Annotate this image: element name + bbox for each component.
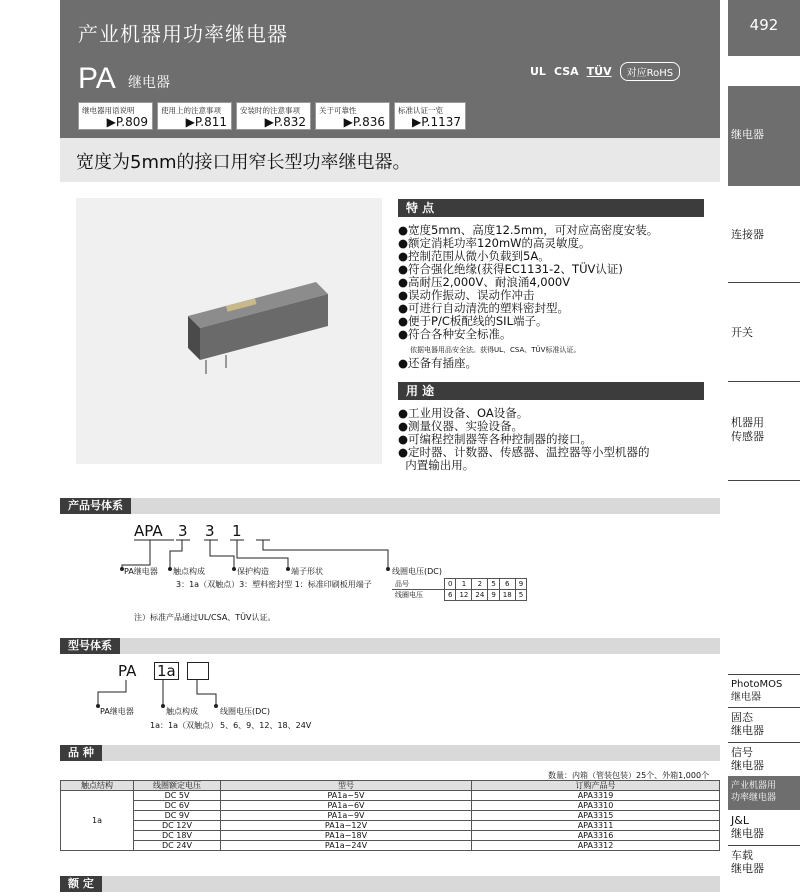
section-bar: [60, 638, 720, 654]
sidebar-divider: [728, 674, 800, 675]
sidebar-divider: [728, 707, 800, 708]
sidebar-item-switch[interactable]: 开关: [731, 326, 753, 339]
sidebar-item-relay[interactable]: 继电器: [731, 128, 764, 141]
table-row: 线圈电压 6 12 24 9 18 5: [392, 590, 527, 601]
subtitle: 宽度为5mm的接口用窄长型功率继电器。: [76, 152, 411, 173]
model-code-voltage-box: [187, 662, 209, 680]
table-row: DC 18V PA1a−18V APA3316: [61, 831, 720, 841]
usage-item: ●测量仪器、实验设备。: [398, 419, 524, 433]
product-photo: [76, 198, 382, 464]
model-contact-desc: 1a：1a（双触点）: [150, 721, 218, 730]
csa-cert-icon: CSA: [553, 64, 579, 78]
model-code-contact: 1a: [154, 662, 179, 680]
voltage-code-table: [392, 578, 527, 601]
model-system-heading: 型号体系: [60, 638, 120, 654]
rohs-badge: 对应RoHS: [620, 62, 680, 81]
page-number: 492: [749, 16, 779, 34]
ref-terms[interactable]: 继电器用语说明 ▶P.809: [78, 102, 153, 130]
feature-item: ●控制范围从微小负载到5A。: [398, 249, 550, 263]
feature-item: ●符合各种安全标准。: [398, 327, 512, 341]
sidebar-item-jl[interactable]: J&L 继电器: [731, 814, 764, 840]
sidebar-item-sensor[interactable]: 机器用 传感器: [731, 416, 764, 443]
feature-item: ●误动作振动、误动作冲击: [398, 288, 535, 302]
sidebar-divider: [728, 480, 800, 481]
feature-item: ●符合强化绝缘(获得EC1131-2、TÜV认证): [398, 262, 623, 276]
table-row: DC 24V PA1a−24V APA3312: [61, 841, 720, 851]
code-protection: 3: [205, 522, 215, 540]
sidebar-item-ssr[interactable]: 固态 继电器: [731, 711, 764, 737]
model-label-contact: 触点构成: [166, 707, 198, 716]
feature-item: ●宽度5mm、高度12.5mm，可对应高密度安装。: [398, 223, 659, 237]
section-bar: [60, 498, 720, 514]
table-row: DC 12V PA1a−12V APA3311: [61, 821, 720, 831]
sidebar-divider: [728, 742, 800, 743]
label-terminal: 端子形状: [291, 567, 323, 576]
label-coil-voltage: 线圈电压(DC): [392, 567, 442, 576]
label-contact: 触点构成: [173, 567, 205, 576]
table-row: 品号 0 1 2 5 6 9: [392, 579, 527, 590]
usage-item: ●定时器、计数器、传感器、温控器等小型机器的: [398, 445, 650, 459]
ref-standards[interactable]: 标准认证一览 ▶P.1137: [394, 102, 466, 130]
table-row: 1a DC 5V PA1a−5V APA3319: [61, 791, 720, 801]
product-suffix: 继电器: [128, 75, 170, 91]
sidebar-item-signal[interactable]: 信号 继电器: [731, 746, 764, 772]
features-heading: 特 点: [398, 199, 704, 217]
model-voltages: 5、6、9、12、18、24V: [220, 721, 312, 730]
sidebar-item-power[interactable]: 产业机器用 功率继电器: [731, 781, 777, 803]
part-system-heading: 产品号体系: [60, 498, 131, 514]
label-protection: 保护构造: [237, 567, 269, 576]
part-system-note: 注）标准产品通过UL/CSA、TÜV认证。: [134, 613, 276, 622]
variety-table: [60, 780, 720, 851]
feature-note: 依据电器用品安全法。获得UL、CSA、TÜV标准认证。: [410, 346, 581, 354]
feature-item: ●额定消耗功率120mW的高灵敏度。: [398, 236, 591, 250]
feature-item: ●还备有插座。: [398, 356, 478, 370]
table-header-row: 触点结构 线圈额定电压 型号 订购产品号: [61, 781, 720, 791]
ul-cert-icon: UL: [530, 64, 546, 78]
label-pa-relay: PA继电器: [124, 567, 158, 576]
product-name: PA: [78, 62, 116, 95]
ref-reliability[interactable]: 关于可靠性 ▶P.836: [315, 102, 390, 130]
code-apa: APA: [134, 522, 163, 540]
sidebar-item-auto[interactable]: 车载 继电器: [731, 849, 764, 875]
rating-heading: 额 定: [60, 876, 102, 892]
model-label-pa: PA继电器: [100, 707, 134, 716]
feature-item: ●高耐压2,000V、耐浪涌4,000V: [398, 275, 571, 289]
contact-cell: 1a: [61, 791, 134, 851]
usage-item: 内置输出用。: [398, 458, 475, 472]
tuv-cert-icon: TÜV: [586, 64, 612, 78]
section-bar: [60, 745, 720, 761]
sidebar-divider: [728, 845, 800, 846]
section-bar: [60, 876, 720, 892]
variety-heading: 品 种: [60, 745, 102, 761]
model-code-pa: PA: [118, 662, 137, 680]
ref-install-notes[interactable]: 安装时的注意事项 ▶P.832: [236, 102, 311, 130]
usage-item: ●可编程控制器等各种控制器的接口。: [398, 432, 593, 446]
ref-usage-notes[interactable]: 使用上的注意事项 ▶P.811: [157, 102, 232, 130]
sidebar-item-connector[interactable]: 连接器: [731, 228, 764, 241]
usage-item: ●工业用设备、OA设备。: [398, 406, 529, 420]
relay-image: [76, 198, 382, 464]
sidebar-divider: [728, 381, 800, 382]
usage-heading: 用 途: [398, 382, 704, 400]
feature-item: ●便于P/C板配线的SIL端子。: [398, 314, 548, 328]
code-contact: 3: [178, 522, 188, 540]
sidebar-item-photomos[interactable]: PhotoMOS 继电器: [731, 679, 783, 703]
table-row: DC 9V PA1a−9V APA3315: [61, 811, 720, 821]
page-title: 产业机器用功率继电器: [78, 22, 288, 46]
feature-item: ●可进行自动清洗的塑料密封型。: [398, 301, 570, 315]
quantity-note: 数量：内箱（管装包装）25个、外箱1,000个: [548, 771, 710, 780]
model-label-voltage: 线圈电压(DC): [220, 707, 270, 716]
table-row: DC 6V PA1a−6V APA3310: [61, 801, 720, 811]
part-system-desc: 3：1a（双触点）3：塑料密封型 1：标准印刷板用端子: [176, 580, 372, 589]
sidebar-divider: [728, 282, 800, 283]
code-terminal: 1: [232, 522, 242, 540]
cert-row: [530, 60, 680, 82]
